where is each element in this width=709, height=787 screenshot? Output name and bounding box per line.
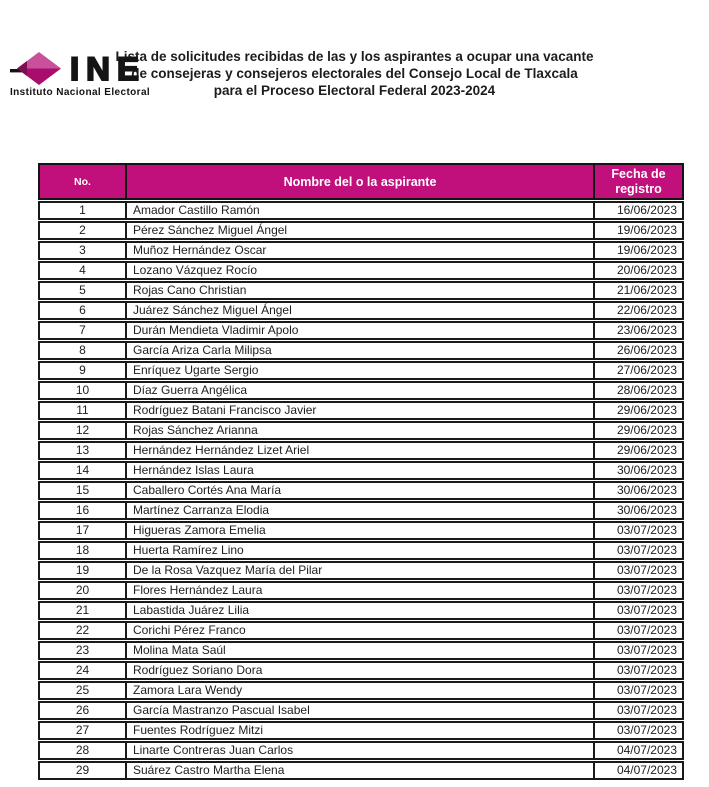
table-row [38,341,684,360]
registration-date: 04/07/2023 [593,743,682,758]
registration-date: 30/06/2023 [593,463,682,478]
registration-date: 03/07/2023 [593,583,682,598]
registration-date: 03/07/2023 [593,623,682,638]
table-row [38,541,684,560]
row-number: 13 [75,443,90,457]
table-row [38,421,684,440]
registration-date: 03/07/2023 [593,563,682,578]
registration-date: 26/06/2023 [593,343,682,358]
registration-date: 27/06/2023 [593,363,682,378]
title-line-1: Lista de solicitudes recibidas de las y los aspirantes a ocupar una vacante [115,49,594,64]
row-number: 25 [75,683,90,697]
table-row [38,561,684,580]
registration-date: 30/06/2023 [593,503,682,518]
registration-date: 29/06/2023 [593,423,682,438]
registration-date: 03/07/2023 [593,723,682,738]
row-number: 27 [75,723,90,737]
row-number: 24 [75,663,90,677]
aspirant-name: Juárez Sánchez Miguel Ángel [125,303,593,318]
table-row [38,441,684,460]
row-number: 7 [79,323,86,337]
table-row [38,241,684,260]
table-row [38,261,684,280]
aspirant-name: Muñoz Hernández Oscar [125,243,593,258]
registration-date: 16/06/2023 [593,203,682,218]
row-number: 1 [79,203,86,217]
registration-date: 19/06/2023 [593,243,682,258]
row-number: 20 [75,583,90,597]
ine-logo-top [10,51,150,87]
registration-date: 03/07/2023 [593,703,682,718]
document-page [0,48,709,787]
registration-date: 03/07/2023 [593,663,682,678]
table-row [38,721,684,740]
table-row [38,761,684,780]
row-number: 18 [75,543,90,557]
row-number: 28 [75,743,90,757]
title-line-3: para el Proceso Electoral Federal 2023-2024 [213,83,496,98]
row-number: 15 [75,483,90,497]
aspirant-name: Pérez Sánchez Miguel Ángel [125,223,593,238]
table-row [38,581,684,600]
aspirant-name: García Mastranzo Pascual Isabel [125,703,593,718]
registration-date: 22/06/2023 [593,303,682,318]
aspirant-name: Hernández Islas Laura [125,463,593,478]
aspirant-name: Rojas Sánchez Arianna [125,423,593,438]
table-row [38,221,684,240]
registration-date: 28/06/2023 [593,383,682,398]
row-number: 3 [79,243,86,257]
aspirant-name: Huerta Ramírez Lino [125,543,593,558]
aspirant-name: Amador Castillo Ramón [125,203,593,218]
aspirant-name: Hernández Hernández Lizet Ariel [125,443,593,458]
aspirant-name: Flores Hernández Laura [125,583,593,598]
row-number: 17 [75,523,90,537]
table-row [38,621,684,640]
row-number: 16 [75,503,90,517]
column-header-date: Fecha de registro [593,165,682,198]
aspirant-name: Durán Mendieta Vladimir Apolo [125,323,593,338]
table-row [38,201,684,220]
table-row [38,281,684,300]
table-row [38,321,684,340]
aspirant-name: Corichi Pérez Franco [125,623,593,638]
table-row [38,301,684,320]
aspirant-name: Martínez Carranza Elodia [125,503,593,518]
table-row [38,501,684,520]
aspirant-name: De la Rosa Vazquez María del Pilar [125,563,593,578]
table-row [38,481,684,500]
table-body [38,201,684,780]
aspirant-name: Enríquez Ugarte Sergio [125,363,593,378]
table-row [38,741,684,760]
aspirant-name: García Ariza Carla Milipsa [125,343,593,358]
row-number: 12 [75,423,90,437]
registration-date: 29/06/2023 [593,403,682,418]
table-row [38,601,684,620]
row-number: 26 [75,703,90,717]
registration-date: 03/07/2023 [593,643,682,658]
title-line-2: de consejeras y consejeros electorales del Consejo Local de Tlaxcala [131,66,578,81]
registration-date: 30/06/2023 [593,483,682,498]
applicants-table [38,163,684,780]
registration-date: 29/06/2023 [593,443,682,458]
ine-logo [10,51,150,98]
table-row [38,661,684,680]
aspirant-name: Rodríguez Batani Francisco Javier [125,403,593,418]
row-number: 22 [75,623,90,637]
aspirant-name: Fuentes Rodríguez Mitzi [125,723,593,738]
registration-date: 03/07/2023 [593,603,682,618]
table-row [38,521,684,540]
registration-date: 03/07/2023 [593,683,682,698]
aspirant-name: Zamora Lara Wendy [125,683,593,698]
table-row [38,701,684,720]
aspirant-name: Rodríguez Soriano Dora [125,663,593,678]
table-row [38,401,684,420]
table-row [38,681,684,700]
row-number: 2 [79,223,86,237]
row-number: 10 [75,383,90,397]
aspirant-name: Linarte Contreras Juan Carlos [125,743,593,758]
registration-date: 03/07/2023 [593,523,682,538]
aspirant-name: Higueras Zamora Emelia [125,523,593,538]
table-row [38,641,684,660]
registration-date: 03/07/2023 [593,543,682,558]
row-number: 11 [76,403,89,417]
row-number: 5 [79,283,86,297]
row-number: 19 [75,563,90,577]
registration-date: 23/06/2023 [593,323,682,338]
column-header-name: Nombre del o la aspirante [125,165,593,198]
row-number: 4 [79,263,86,277]
row-number: 23 [75,643,90,657]
aspirant-name: Labastida Juárez Lilia [125,603,593,618]
ine-subtitle: Instituto Nacional Electoral [10,87,151,98]
row-number: 8 [79,343,86,357]
row-number: 29 [75,763,90,777]
ine-diamond-icon [10,51,68,87]
table-row [38,461,684,480]
aspirant-name: Molina Mata Saúl [125,643,593,658]
row-number: 14 [75,463,90,477]
row-number: 21 [75,603,90,617]
table-row [38,381,684,400]
registration-date: 20/06/2023 [593,263,682,278]
aspirant-name: Caballero Cortés Ana María [125,483,593,498]
registration-date: 04/07/2023 [593,763,682,778]
table-row [38,361,684,380]
aspirant-name: Suárez Castro Martha Elena [125,763,593,778]
registration-date: 19/06/2023 [593,223,682,238]
registration-date: 21/06/2023 [593,283,682,298]
ine-acronym: INE [70,50,147,87]
column-header-no: No. [74,175,91,188]
aspirant-name: Rojas Cano Christian [125,283,593,298]
aspirant-name: Lozano Vázquez Rocío [125,263,593,278]
aspirant-name: Díaz Guerra Angélica [125,383,593,398]
table-header-row [38,163,684,200]
row-number: 9 [79,363,86,377]
row-number: 6 [79,303,86,317]
